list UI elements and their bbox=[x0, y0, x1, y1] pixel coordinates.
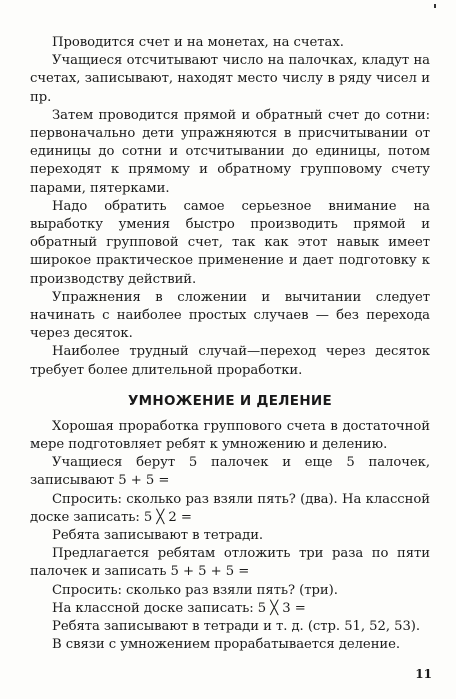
paragraph: Ребята записывают в тетради и т. д. (стр. 51, 52, 53). bbox=[52, 619, 421, 635]
paragraph: Учащиеся отсчитывают число на палочках, кладут на счетах, записывают, находят место числу в ряду чисел и пр. bbox=[30, 53, 430, 105]
paragraph: Учащиеся берут 5 палочек и еще 5 палочек, записывают 5 + 5 = bbox=[30, 455, 430, 489]
section-heading: УМНОЖЕНИЕ И ДЕЛЕНИЕ bbox=[127, 392, 333, 409]
print-speck bbox=[434, 4, 436, 8]
paragraph: Упражнения в сложении и вычитании следует начинать с наиболее простых случаев — без перехода через десяток. bbox=[30, 289, 430, 342]
paragraph: В связи с умножением прорабатывается деление. bbox=[52, 637, 401, 653]
page-text bbox=[30, 34, 430, 655]
paragraph: Наиболее трудный случай—переход через десяток требует более длительной проработки. bbox=[30, 344, 430, 378]
paragraph: Хорошая проработка группового счета в достаточной мере подготовляет ребят к умножению и делению. bbox=[30, 418, 430, 453]
paragraph: Предлагается ребятам отложить три раза по пяти палочек и записать 5 + 5 + 5 = bbox=[30, 546, 430, 580]
page-number: 11 bbox=[415, 667, 432, 681]
paragraph: На классной доске записать: 5 ╳ 3 = bbox=[52, 600, 306, 616]
paragraph: Проводится счет и на монетах, на счетах. bbox=[52, 35, 344, 50]
paragraph: Ребята записывают в тетради. bbox=[52, 528, 264, 544]
paragraph: Надо обратить самое серьезное внимание на выработку умения быстро производить прямой и обратный групповой счет, так как этот навык имеет широкое практическое применение и дает подготовку к производству действий. bbox=[30, 198, 430, 287]
paragraph: Спросить: сколько раз взяли пять? (два). На классной доске записать: 5 ╳ 2 = bbox=[30, 491, 430, 525]
paragraph: Спросить: сколько раз взяли пять? (три). bbox=[52, 582, 338, 598]
paragraph: Затем проводится прямой и обратный счет до сотни: первоначально дети упражняются в присчитывании от единицы до сотни и отсчитывании до единицы, потом переходят к прямому и обратному групповому счету парами, пятерками. bbox=[30, 107, 430, 196]
